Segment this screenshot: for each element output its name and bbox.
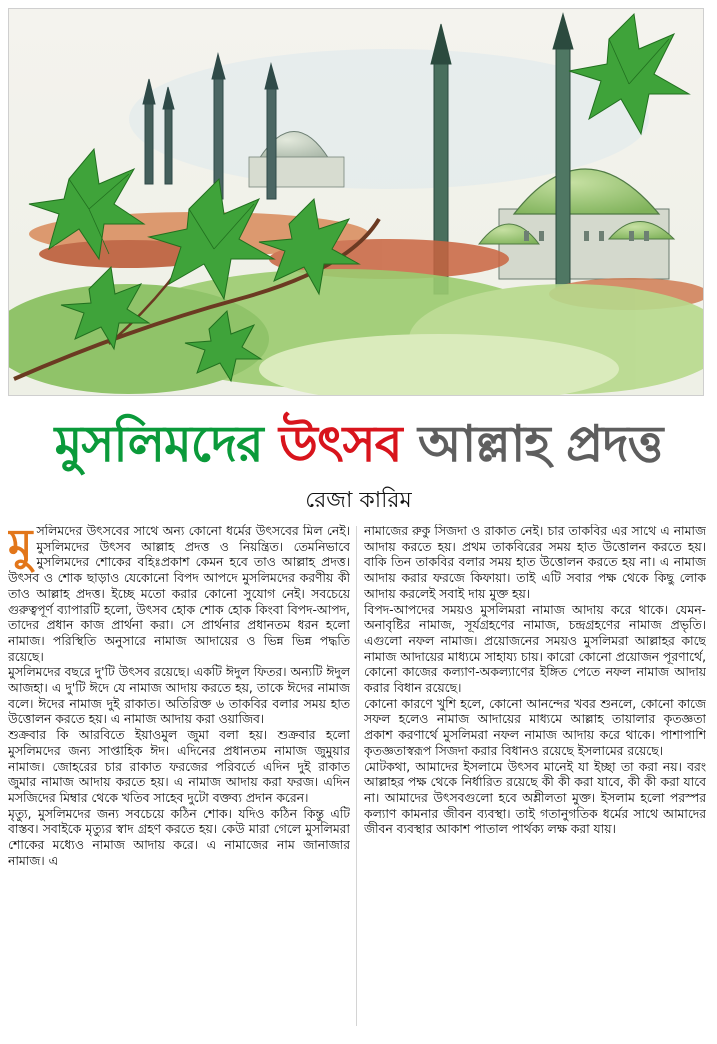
article-paragraph — [8, 524, 350, 665]
headline-part-festival: উৎসব — [279, 415, 402, 473]
article-paragraph: শুক্রবার কি আরবিতে ইয়াওমুল জুমা বলা হয়। শুক্রবার হলো মুসলিমদের জন্য সাপ্তাহিক ঈদ। এদিনের প্রধানতম নামাজ জুমুয়ার নামাজ। জোহরের চার রাকাত ফরজের পরিবর্তে এদিন দুই রাকাত জুমার নামাজ আদায় করতে হয়। এ নামাজ আদায় করা ফরজ। এদিন মসজিদের মিম্বার থেকে খতিব সাহেব দুটো বক্তব্য প্রদান করেন। — [8, 728, 350, 805]
article-column-right — [364, 524, 706, 1034]
mosque-illustration — [8, 8, 704, 396]
author-byline: রেজা কারিম — [305, 488, 412, 513]
paragraph-text: সলিমদের উৎসবের সাথে অন্য কোনো ধর্মের উৎসবের মিল নেই। মুসলিমদের উৎসব আল্লাহ প্রদত্ত ও নিয়ন্ত্রিত। তেমনিভাবে মুসলিমদের শোকের বহিঃপ্রকাশ কেমন হবে তাও আল্লাহ প্রদত্ত। উৎসব ও শোক ছাড়াও যেকোনো বিপদ আপদে মুসলিমদের করণীয় কী তাও আল্লাহ প্রদত্ত। ইচ্ছে মতো করার কোনো সুযোগ নেই। সবচেয়ে গুরুত্বপূর্ণ ব্যাপারটি হলো, উৎসব হোক শোক হোক কিংবা বিপদ-আপদ, তাদের প্রধান কাজ প্রার্থনা করা। সে প্রার্থনার প্রধানতম ধরন হলো নামাজ। পরিস্থিতি অনুসারে নামাজ আদায়ের ও ভিন্ন ভিন্ন পদ্ধতি রয়েছে। — [8, 524, 350, 664]
article-paragraph: নামাজের রুকু সিজদা ও রাকাত নেই। চার তাকবির এর সাথে এ নামাজ আদায় করতে হয়। প্রথম তাকবিরের সময় হাত উত্তোলন করতে হয়। বাকি তিন তাকবির বলার সময় হাত উত্তোলন করতে হয় না। এ নামাজ আদায় করার ফরজে কিফায়া। তাই এটি সবার পক্ষ থেকে কিছু লোক আদায় করলেই সবাই দায় মুক্ত হয়। — [364, 524, 706, 601]
article-paragraph: মৃত্যু, মুসলিমদের জন্য সবচেয়ে কঠিন শোক। যদিও কঠিন কিন্তু এটি বাস্তব। সবাইকে মৃত্যুর স্বাদ গ্রহণ করতে হয়। কেউ মারা গেলে মুসলিমরা শোকের মধ্যেও নামাজ আদায় করে। এ নামাজের নাম জানাজার নামাজ। এ — [8, 806, 350, 868]
headline — [0, 404, 717, 484]
column-divider — [356, 526, 357, 1026]
drop-cap: মু — [8, 524, 33, 571]
article-paragraph: কোনো কারণে খুশি হলে, কোনো আনন্দের খবর শুনলে, কোনো কাজে সফল হলেও নামাজ আদায়ের মাধ্যমে আল্লাহ তায়ালার কৃতজ্ঞতা প্রকাশ করণার্থে মুসলিমরা নফল নামাজ আদায় করে থাকে। পাশাপাশি কৃতজ্ঞতাস্বরূপ সিজদা করার বিধানও রয়েছে ইসলামের রয়েছে। — [364, 696, 706, 758]
article-paragraph: মোটকথা, আমাদের ইসলামে উৎসব মানেই যা ইচ্ছা তা করা নয়। বরং আল্লাহর পক্ষ থেকে নির্ধারিত রয়েছে কী কী করা যাবে, কী কী করা যাবে না। আমাদের উৎসবগুলো হবে অশ্লীলতা মুক্ত। ইসলাম হলো পরস্পর কল্যাণ কামনার জীবন ব্যবস্থা। তাই গতানুগতিক ধর্মের সাথে আমাদের জীবন ব্যবস্থার আকাশ পাতাল পার্থক্য লক্ষ করা যায়। — [364, 759, 706, 837]
article-paragraph: বিপদ-আপদের সময়ও মুসলিমরা নামাজ আদায় করে থাকে। যেমন- অনাবৃষ্টির নামাজ, সূর্যগ্রহণের নামাজ, চন্দ্রগ্রহণের নামাজ প্রভৃতি। এগুলো নফল নামাজ। প্রয়োজনের সময়ও মুসলিমরা আল্লাহর কাছে নামাজ আদায়ের মাধ্যমে সাহায্য চায়। কারো কোনো প্রয়োজন পূরণার্থে, কোনো কাজের কল্যাণ-অকল্যাণের ইঙ্গিত পেতে নফল নামাজ আদায় করার বিধান রয়েছে। — [364, 602, 706, 696]
headline-part-muslims: মুসলিমদের — [54, 415, 263, 473]
article-paragraph: মুসলিমদের বছরে দু'টি উৎসব রয়েছে। একটি ঈদুল ফিতর। অন্যটি ঈদুল আজহা। এ দু'টি ঈদে যে নামাজ আদায় করতে হয়, তাকে ঈদের নামাজ বলে। ঈদের নামাজ দুই রাকাত। অতিরিক্ত ৬ তাকবির বলার সময় হাত উত্তোলন করতে হয়। এ নামাজ আদায় করা ওয়াজিব। — [8, 665, 350, 727]
mosque-watercolor-image — [9, 9, 703, 395]
headline-part-allah-given: আল্লাহ প্রদত্ত — [417, 415, 663, 473]
article-column-left — [8, 524, 350, 1034]
